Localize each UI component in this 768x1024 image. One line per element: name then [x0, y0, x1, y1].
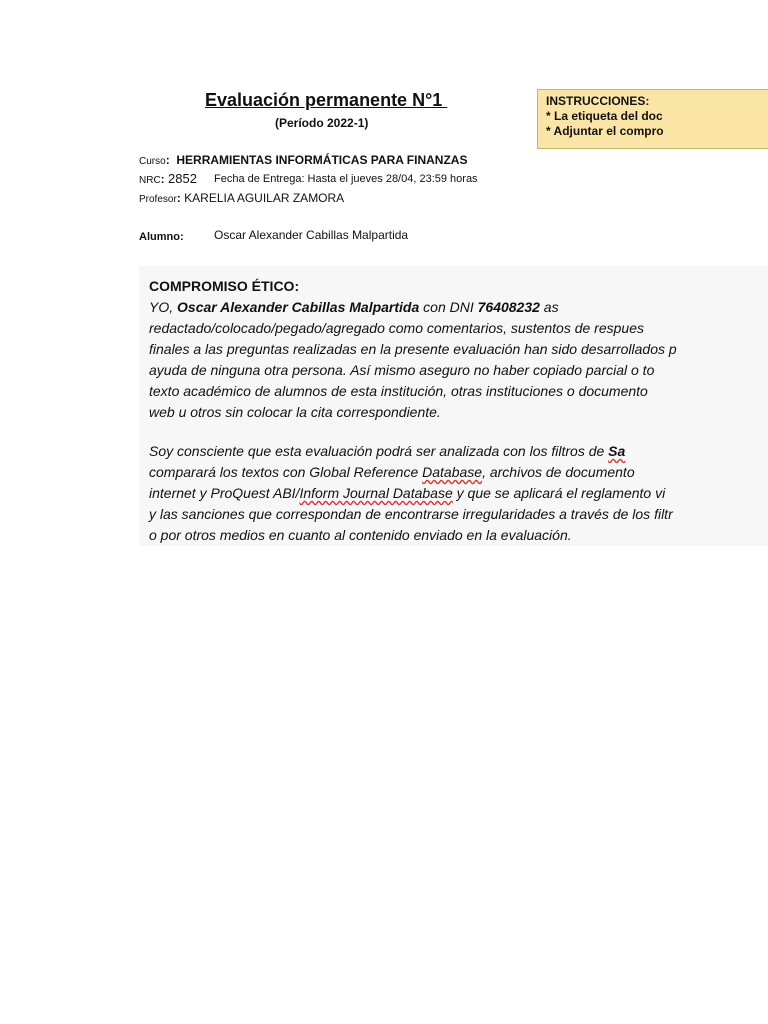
curso-separator: : — [165, 153, 170, 167]
paragraph-line: y las sanciones que correspondan de encontrarse irregularidades a través de los filtr — [149, 506, 673, 522]
instructions-heading: INSTRUCCIONES: — [546, 94, 650, 108]
text-run: internet y ProQuest ABI/ — [149, 485, 300, 501]
text-run: as — [539, 299, 559, 315]
nrc-separator: : — [160, 172, 165, 186]
text-run: Inform Journal Database — [299, 485, 453, 501]
text-run: Sa — [608, 443, 626, 459]
alumno-label: Alumno: — [139, 231, 184, 243]
ethics-paragraph-1 — [149, 297, 768, 423]
period-subtitle: (Período 2022-1) — [275, 116, 369, 130]
text-run: y que se aplicará el reglamento vi — [452, 485, 666, 501]
paragraph-line — [149, 462, 768, 483]
curso-value: HERRAMIENTAS INFORMÁTICAS PARA FINANZAS — [176, 153, 468, 167]
nrc-row — [139, 171, 197, 186]
nrc-value: 2852 — [168, 171, 197, 186]
profesor-value: KARELIA AGUILAR ZAMORA — [184, 191, 345, 205]
ethics-commitment-image — [139, 266, 768, 546]
page-title: Evaluación permanente N°1 — [205, 90, 448, 110]
paragraph-line — [149, 441, 768, 462]
profesor-row — [139, 191, 344, 205]
nrc-label: NRC — [139, 175, 161, 186]
alumno-value: Oscar Alexander Cabillas Malpartida — [214, 228, 409, 242]
text-run: con DNI — [419, 299, 478, 315]
text-run: comparará los textos con Global Reference — [149, 464, 423, 480]
paragraph-line: texto académico de alumnos de esta institución, otras instituciones o documento — [149, 383, 648, 399]
delivery-date: Fecha de Entrega: Hasta el jueves 28/04, 23:59 horas — [214, 173, 478, 185]
alumno-row — [139, 229, 184, 243]
instruction-item: * La etiqueta del doc — [546, 109, 663, 123]
instructions-box — [537, 89, 768, 149]
instruction-item: * Adjuntar el compro — [546, 124, 664, 138]
ethics-title: COMPROMISO ÉTICO: — [149, 278, 300, 294]
profesor-label: Profesor — [139, 194, 177, 205]
paragraph-line: ayuda de ninguna otra persona. Así mismo aseguro no haber copiado parcial o to — [149, 362, 655, 378]
text-run: Soy consciente que esta evaluación podrá ser analizada con los filtros de — [149, 443, 609, 459]
paragraph-line: redactado/colocado/pegado/agregado como comentarios, sustentos de respues — [149, 320, 644, 336]
student-name: Oscar Alexander Cabillas Malpartida — [177, 299, 420, 315]
paragraph-line — [149, 483, 768, 504]
ethics-paragraph-2 — [149, 441, 768, 546]
paragraph-line: web u otros sin colocar la cita correspondiente. — [149, 404, 441, 420]
paragraph-line: finales a las preguntas realizadas en la presente evaluación han sido desarrollados p — [149, 341, 677, 357]
text-run: YO, — [149, 299, 178, 315]
text-run: Database — [422, 464, 483, 480]
dni-number: 76408232 — [477, 299, 540, 315]
profesor-separator: : — [176, 191, 181, 205]
curso-row — [139, 153, 467, 167]
text-run: , archivos de documento — [482, 464, 635, 480]
curso-label: Curso — [139, 156, 166, 167]
paragraph-line — [149, 297, 768, 318]
paragraph-line: o por otros medios en cuanto al contenido enviado en la evaluación. — [149, 527, 572, 543]
